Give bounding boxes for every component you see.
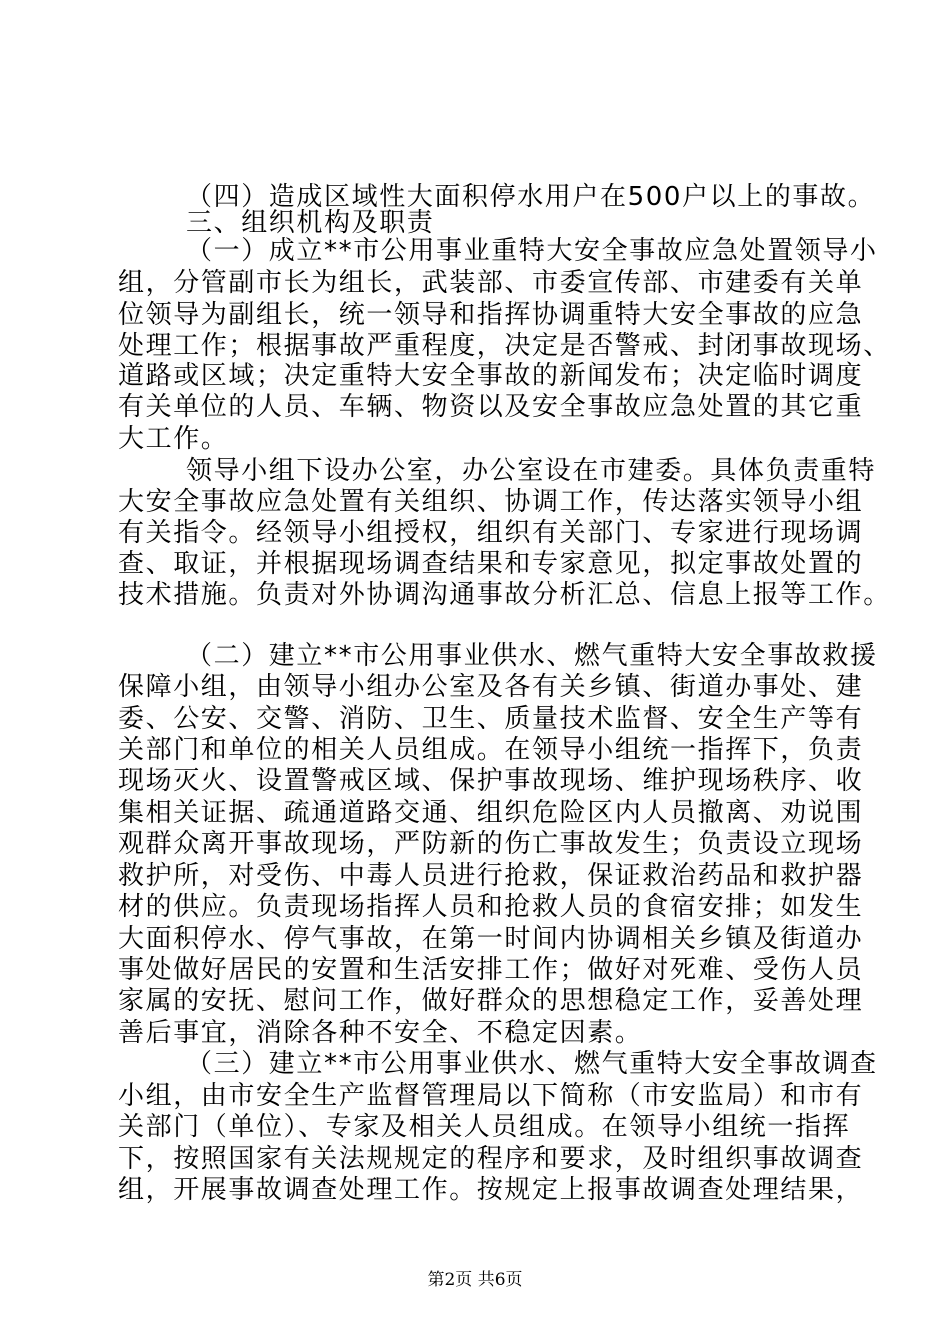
text-line: 领导小组下设办公室，办公室设在市建委。具体负责重特 — [186, 456, 877, 486]
text-line: 关部门和单位的相关人员组成。在领导小组统一指挥下，负责 — [118, 735, 864, 765]
text-line: 大面积停水、停气事故，在第一时间内协调相关乡镇及街道办 — [118, 924, 864, 954]
text-line: 善后事宜，消除各种不安全、不稳定因素。 — [118, 1018, 643, 1048]
text-line: （二）建立**市公用事业供水、燃气重特大安全事故救援 — [186, 641, 878, 671]
text-line: 保障小组，由领导小组办公室及各有关乡镇、街道办事处、建 — [118, 672, 864, 702]
text-line: 有关单位的人员、车辆、物资以及安全事故应急处置的其它重 — [118, 392, 864, 422]
page-number-footer: 第2页 共6页 — [427, 1270, 523, 1290]
text-line: 材的供应。负责现场指挥人员和抢救人员的食宿安排；如发生 — [118, 892, 864, 922]
text-line: 大工作。 — [118, 424, 229, 454]
text-line: 委、公安、交警、消防、卫生、质量技术监督、安全生产等有 — [118, 704, 864, 734]
text-line: 道路或区域；决定重特大安全事故的新闻发布；决定临时调度 — [118, 361, 864, 391]
text-line: （一）成立**市公用事业重特大安全事故应急处置领导小 — [186, 236, 878, 266]
section-heading: 三、组织机构及职责 — [186, 208, 435, 238]
text-line: 救护所，对受伤、中毒人员进行抢救，保证救治药品和救护器 — [118, 861, 864, 891]
text-line: 观群众离开事故现场，严防新的伤亡事故发生；负责设立现场 — [118, 829, 864, 859]
text-line: 组，开展事故调查处理工作。按规定上报事故调查处理结果， — [118, 1175, 864, 1205]
text-line: 集相关证据、疏通道路交通、组织危险区内人员撤离、劝说围 — [118, 798, 864, 828]
text-line: （三）建立**市公用事业供水、燃气重特大安全事故调查 — [186, 1049, 878, 1079]
text-line: 处理工作；根据事故严重程度，决定是否警戒、封闭事故现场、 — [118, 331, 891, 361]
text-line: 查、取证，并根据现场调查结果和专家意见，拟定事故处置的 — [118, 549, 864, 579]
text-line: 有关指令。经领导小组授权，组织有关部门、专家进行现场调 — [118, 518, 864, 548]
text-line: 关部门（单位）、专家及相关人员组成。在领导小组统一指挥 — [118, 1112, 851, 1142]
text-line: 组，分管副市长为组长，武装部、市委宣传部、市建委有关单 — [118, 268, 864, 298]
text-line: 家属的安抚、慰问工作，做好群众的思想稳定工作，妥善处理 — [118, 986, 864, 1016]
text-line: 事处做好居民的安置和生活安排工作；做好对死难、受伤人员 — [118, 955, 864, 985]
text-line: 小组，由市安全生产监督管理局以下简称（市安监局）和市有 — [118, 1081, 864, 1111]
text-line: （四）造成区域性大面积停水用户在500户以上的事故。 — [186, 182, 876, 212]
text-line: 现场灭火、设置警戒区域、保护事故现场、维护现场秩序、收 — [118, 766, 864, 796]
text-line: 大安全事故应急处置有关组织、协调工作，传达落实领导小组 — [118, 487, 864, 517]
text-line: 技术措施。负责对外协调沟通事故分析汇总、信息上报等工作。 — [118, 580, 891, 610]
text-line: 下，按照国家有关法规规定的程序和要求，及时组织事故调查 — [118, 1144, 864, 1174]
text-line: 位领导为副组长，统一领导和指挥协调重特大安全事故的应急 — [118, 300, 864, 330]
